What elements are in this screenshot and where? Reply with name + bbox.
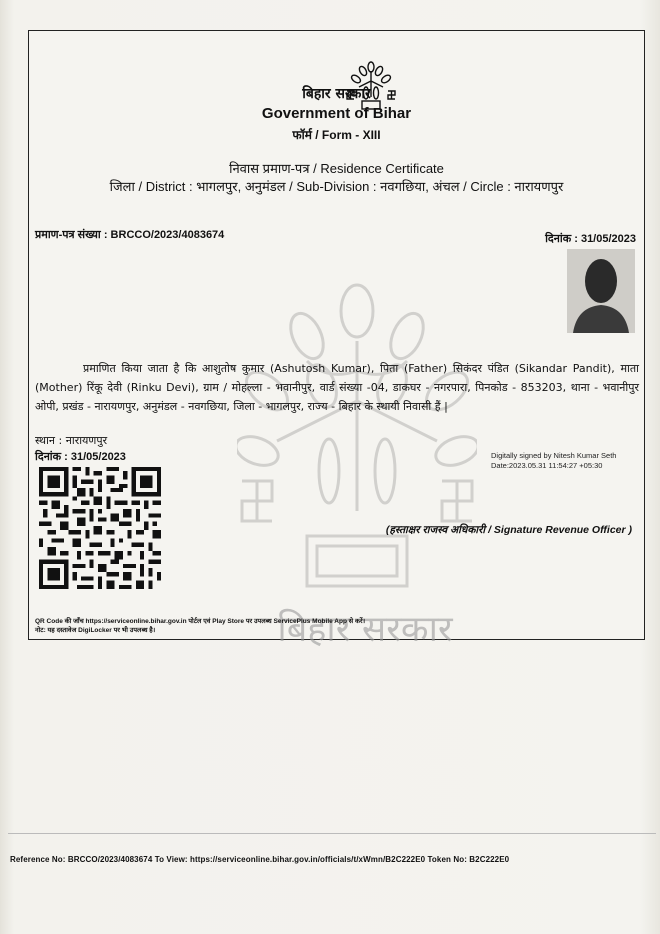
certificate-sheet (28, 30, 645, 650)
watermark-text: बिहार सरकार (277, 609, 453, 650)
reference-line: Reference No: BRCCO/2023/4083674 To View: https://serviceonline.bihar.gov.in/officials/t/xWmn/B2C222E0 Token No: B2C222E0 (10, 855, 510, 864)
certificate-body: प्रमाणित किया जाता है कि आशुतोष कुमार (Ashutosh Kumar), पिता (Father) सिकंदर पंडित (Sikandar Pandit), माता (Mother) रिंकू देवी (Rinku Devi), ग्राम / मोहल्ला - भवानीपुर, वार्ड संख्या -04, डाकघर - नगरपारा, पिनकोड - 853203, थाना - भवानीपुर ओपी, प्रखंड - नारायणपुर, अनुमंडल - नवगछिया, जिला - भागलपुर, राज्य - बिहार के स्थायी निवासी हैं | (35, 362, 639, 413)
govt-name-hindi: बिहार सरकार (302, 86, 371, 102)
applicant-photo (567, 249, 635, 333)
digilocker-note: नोट: यह दस्तावेज DigiLocker पर भी उपलब्ध है। (35, 627, 156, 634)
signature-officer-label: (हस्ताक्षर राजस्व अधिकारी / Signature Revenue Officer ) (385, 524, 632, 536)
form-number: फॉर्म / Form - XIII (292, 128, 381, 142)
govt-name-english: Government of Bihar (261, 105, 412, 122)
issue-date: दिनांक : 31/05/2023 (35, 451, 126, 463)
qr-verification-note (35, 617, 365, 635)
district-line: जिला / District : भागलपुर, अनुमंडल / Sub-Division : नवगछिया, अंचल / Circle : नारायणपुर (109, 179, 564, 194)
digital-signature-signer: Digitally signed by Nitesh Kumar Seth (491, 451, 617, 460)
bodhi-tree-watermark-icon (237, 281, 477, 621)
certificate-date: दिनांक : 31/05/2023 (545, 233, 636, 245)
digital-signature (491, 451, 616, 471)
footer-divider (8, 833, 656, 834)
qr-code-icon[interactable] (39, 467, 161, 589)
qr-verification-line: QR Code की जाँच https://serviceonline.bihar.gov.in पोर्टल एवं Play Store पर उपलब्ध ServicePlus Mobile App से करें। (35, 618, 366, 625)
digital-signature-date: Date:2023.05.31 11:54:27 +05:30 (491, 461, 603, 470)
certificate-title: निवास प्रमाण-पत्र / Residence Certificate (229, 161, 444, 176)
certificate-number: प्रमाण-पत्र संख्या : BRCCO/2023/4083674 (35, 229, 225, 241)
place-label: स्थान : नारायणपुर (35, 434, 108, 447)
